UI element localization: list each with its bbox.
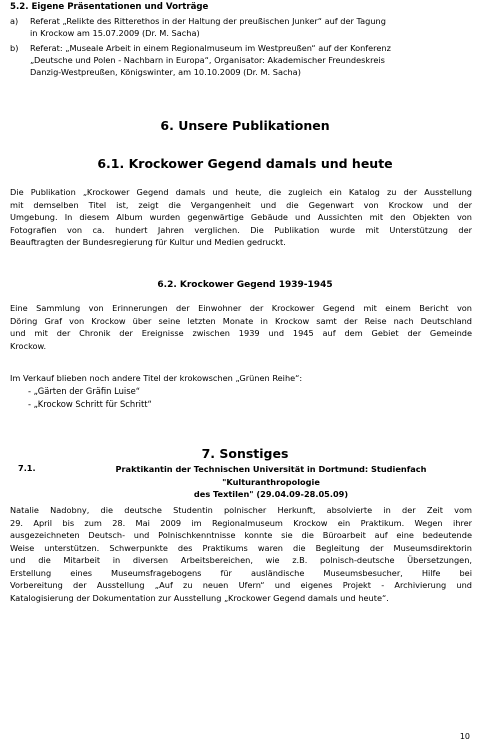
section-6-2-paragraph — [10, 302, 472, 352]
paragraph-line: Beauftragten der Bundesregierung für Kultur und Medien gedruckt. — [10, 237, 286, 247]
list-marker: b) — [10, 43, 19, 53]
sale-line — [10, 372, 472, 385]
paragraph-line: ausgezeichneten Deutsch- und Polnischkenntnisse konnte sie die Büroarbeit auf eine bedeutende — [10, 530, 472, 540]
section-title-line: des Textilen" (29.04.09-28.05.09) — [193, 489, 349, 499]
paragraph-line: Döring Graf von Krockow über seine letzten Monate in Krockow samt der Reise nach Deutschland — [10, 315, 472, 326]
paragraph-line: Eine Sammlung von Erinnerungen der Einwohner der Krockower Gegend mit einem Bericht von — [10, 303, 472, 313]
section-5-2-heading: 5.2. Eigene Präsentationen und Vorträge — [10, 2, 209, 12]
page-number: 10 — [459, 732, 470, 741]
section-number: 7.1. — [18, 463, 36, 473]
paragraph-line: Vorbereitung der Ausstellung „Auf zu neuen Ufern“ und eigenes Projekt - Archivierung und — [10, 580, 472, 590]
title-list-item: - „Krockow Schritt für Schritt“ — [28, 398, 152, 409]
list-item-line: in Krockow am 15.07.2009 (Dr. M. Sacha) — [30, 28, 200, 39]
section-6-1-heading: 6.1. Krockower Gegend damals und heute — [97, 156, 393, 171]
list-item-line: Referat „Relikte des Ritterethos in der Haltung der preußischen Junker“ auf der Tagung — [30, 16, 386, 26]
list-item-a — [10, 15, 475, 39]
paragraph-line: und die Mitarbeit in diversen Arbeitsbereichen, wie z.B. polnisch-deutsche Übersetzungen, — [10, 555, 472, 565]
section-6-1-paragraph — [10, 186, 472, 249]
list-item-line: Referat: „Museale Arbeit in einem Regionalmuseum im Westpreußen“ auf der Konferenz — [30, 43, 391, 53]
paragraph-line: Katalogisierung der Dokumentation zur Ausstellung „Krockower Gegend damals und heute“. — [10, 592, 389, 603]
section-7-1-paragraph — [10, 504, 472, 604]
title-list-item: - „Gärten der Gräfin Luise“ — [28, 386, 141, 396]
list-marker: a) — [10, 16, 19, 26]
paragraph-line: Krockow. — [10, 340, 47, 351]
paragraph-line: Die Publikation „Krockower Gegend damals und heute, die zugleich ein Katalog zu der Ausstellung — [10, 187, 472, 197]
title-list — [28, 385, 152, 410]
list-item-line: „Deutsche und Polen - Nachbarn in Europa“, Organisator: Akademischer Freundeskreis — [30, 55, 385, 66]
paragraph-line: Im Verkauf blieben noch andere Titel der krokowschen „Grünen Reihe“: — [10, 373, 303, 383]
paragraph-line: Erstellung eines Museumsfragebogens für ausländische Museumsbesucher, Hilfe bei — [10, 567, 472, 578]
paragraph-line: Natalie Nadobny, die deutsche Studentin polnischer Herkunft, absolvierte in der Zeit vom — [10, 505, 472, 515]
section-6-heading: 6. Unsere Publikationen — [160, 118, 330, 133]
paragraph-line: Weise unterstützen. Schwerpunkte des Praktikums waren die Begleitung der Museumsdirektorin — [10, 542, 472, 553]
paragraph-line: Umgebung. In diesem Album wurden gegenwärtige Gebäude und Aussichten mit den Objekten von — [10, 212, 472, 222]
paragraph-line: 29. April bis zum 28. Mai 2009 im Regionalmuseum Krockow ein Praktikum. Wegen ihrer — [10, 517, 472, 528]
section-title-line: Praktikantin der Technischen Universität in Dortmund: Studienfach "Kulturanthropologie — [115, 464, 427, 487]
section-7-1-title — [66, 463, 476, 501]
list-item-line: Danzig-Westpreußen, Königswinter, am 10.10.2009 (Dr. M. Sacha) — [30, 67, 301, 78]
list-item-b — [10, 42, 475, 79]
paragraph-line: und mit der Chronik der Ereignisse zwischen 1939 und 1945 auf dem Gebiet der Gemeinde — [10, 328, 472, 338]
paragraph-line: mit demselben Titel ist, zeigt die Vergangenheit und die Gegenwart von Krockow und der — [10, 199, 472, 210]
paragraph-line: Fotografien von ca. hundert Jahren verglichen. Die Publikation wurde mit Unterstützung der — [10, 224, 472, 235]
section-7-heading: 7. Sonstiges — [201, 446, 289, 461]
section-6-2-heading: 6.2. Krockower Gegend 1939-1945 — [157, 280, 333, 290]
